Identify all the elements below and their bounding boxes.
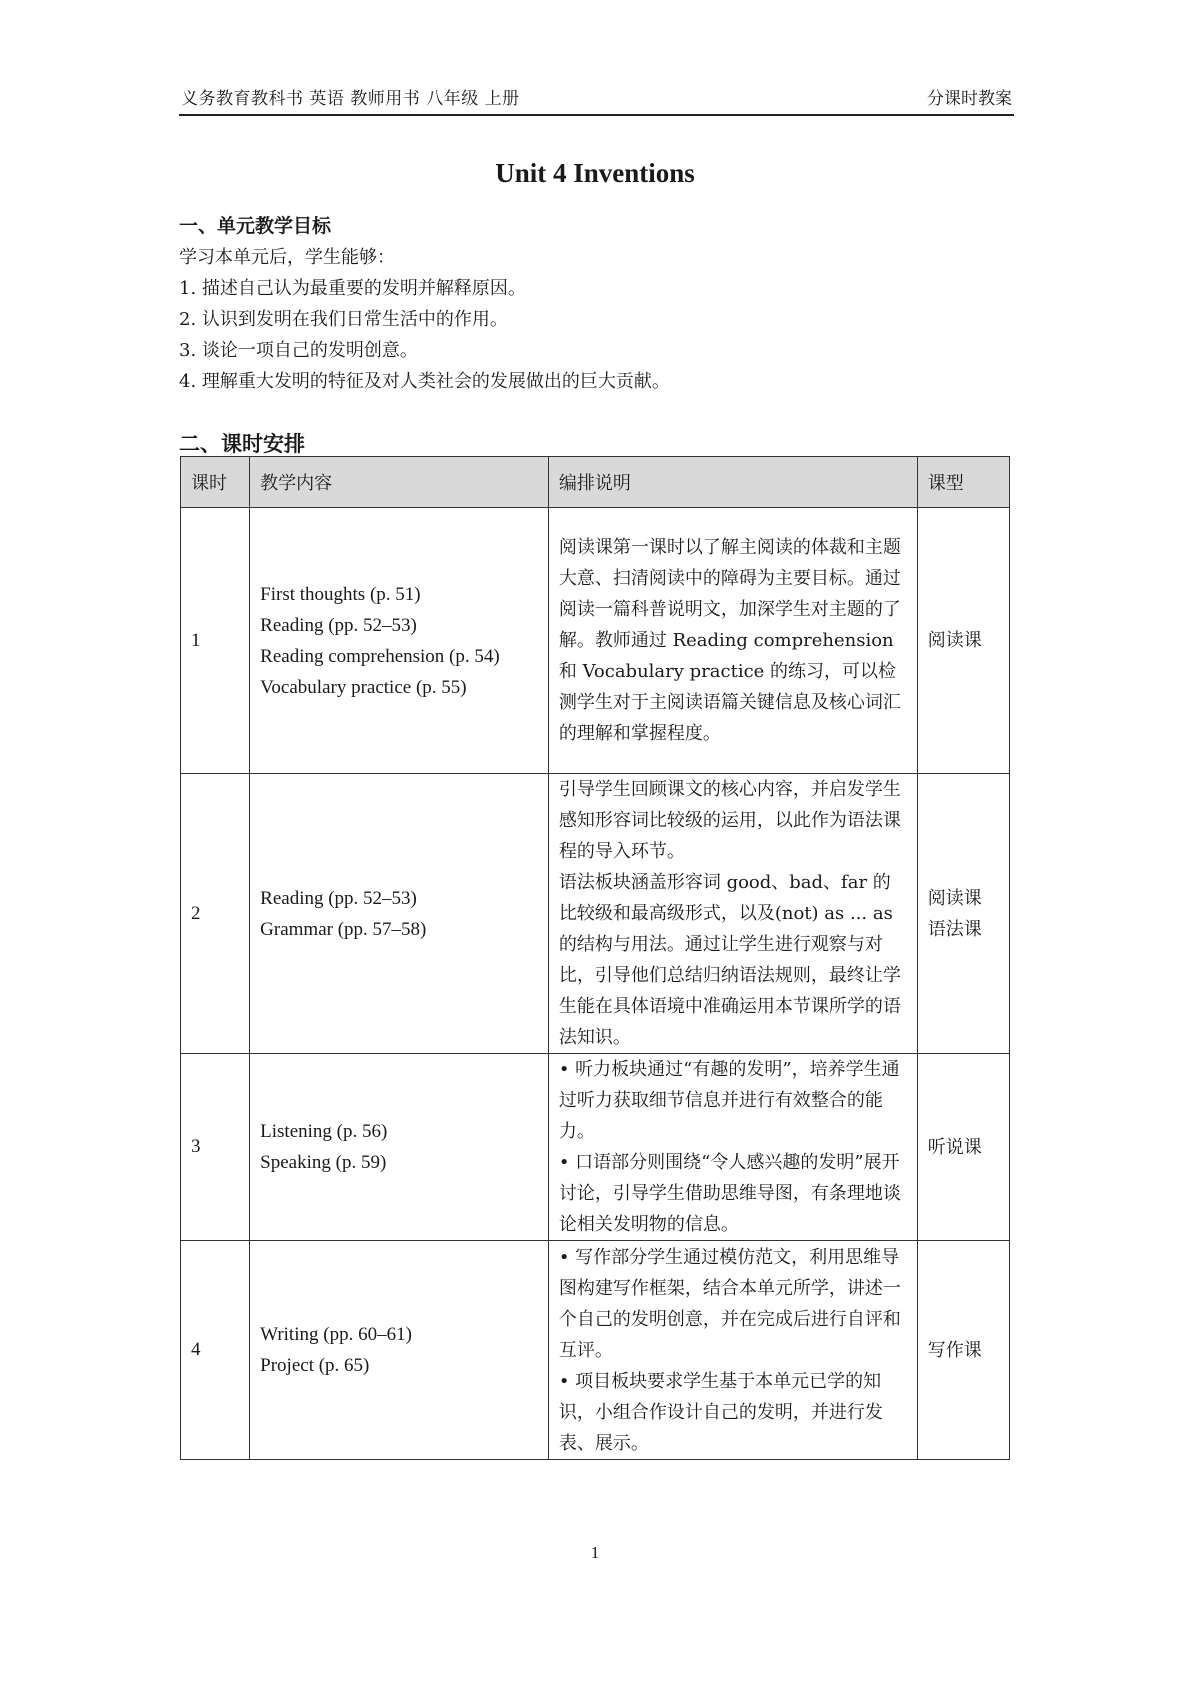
lesson-type [917, 508, 1009, 774]
lesson-type [917, 774, 1009, 1054]
lesson-type [917, 1241, 1009, 1460]
goal-item: 3. 谈论一项自己的发明创意。 [179, 340, 418, 361]
lesson-notes [548, 1241, 917, 1460]
header-section-label: 分课时教案 [927, 89, 1012, 109]
goal-item: 1. 描述自己认为最重要的发明并解释原因。 [179, 278, 526, 299]
lesson-number: 3 [181, 1054, 250, 1241]
column-header-type: 课型 [917, 457, 1009, 508]
goal-item: 4. 理解重大发明的特征及对人类社会的发展做出的巨大贡献。 [179, 371, 670, 392]
table-row [181, 1054, 1010, 1241]
unit-title: Unit 4 Inventions [495, 158, 695, 188]
column-header-notes: 编排说明 [548, 457, 917, 508]
type-label: 阅读课 [927, 630, 982, 651]
table-row [181, 774, 1010, 1054]
content-line: Writing (pp. 60–61) [260, 1324, 412, 1345]
lesson-content [250, 1054, 549, 1241]
content-line: Reading comprehension (p. 54) [260, 645, 500, 667]
lesson-content [250, 1241, 549, 1460]
type-label: 阅读课 [927, 887, 982, 909]
lesson-notes [548, 1054, 917, 1241]
lesson-content [250, 508, 549, 774]
content-line: Speaking (p. 59) [260, 1152, 387, 1173]
header-book-title: 义务教育教科书 英语 教师用书 八年级 上册 [181, 89, 520, 109]
content-line: Vocabulary practice (p. 55) [260, 676, 467, 698]
type-label: 听说课 [927, 1136, 982, 1158]
page-number: 1 [590, 1543, 600, 1562]
type-label: 语法课 [927, 918, 982, 940]
content-line: Grammar (pp. 57–58) [260, 918, 427, 940]
lesson-notes [548, 774, 917, 1054]
table-row [181, 1241, 1010, 1460]
section-heading-schedule: 二、课时安排 [179, 432, 305, 456]
notes-paragraph: • 项目板块要求学生基于本单元已学的知识，小组合作设计自己的发明，并进行发表、展示。 [558, 1370, 883, 1454]
lesson-content [250, 774, 549, 1054]
content-line: Reading (pp. 52–53) [260, 614, 417, 636]
lesson-number: 1 [181, 508, 250, 774]
table-header-row [181, 457, 1010, 508]
content-line: Reading (pp. 52–53) [260, 887, 417, 909]
page-header [179, 84, 1014, 116]
notes-paragraph: 阅读课第一课时以了解主阅读的体裁和主题大意、扫清阅读中的障碍为主要目标。通过阅读一篇科普说明文，加深学生对主题的了解。教师通过 Reading comprehension 和 Vocabulary practice 的练习，可以检测学生对于主阅读语篇关键信息及核心词汇的理解和掌握程度。 [558, 537, 901, 744]
column-header-lesson: 课时 [181, 457, 250, 508]
notes-paragraph: • 写作部分学生通过模仿范文，利用思维导图构建写作框架，结合本单元所学，讲述一个自己的发明创意，并在完成后进行自评和互评。 [558, 1246, 901, 1361]
lesson-number: 2 [181, 774, 250, 1054]
lesson-notes [548, 508, 917, 774]
lesson-type [917, 1054, 1009, 1241]
notes-paragraph: 引导学生回顾课文的核心内容，并启发学生感知形容词比较级的运用，以此作为语法课程的导入环节。 [558, 779, 901, 862]
lesson-schedule-table [180, 456, 1010, 1460]
notes-paragraph: 语法板块涵盖形容词 good、bad、far 的比较级和最高级形式，以及(not) as ... as 的结构与用法。通过让学生进行观察与对比，引导他们总结归纳语法规则，最终让学生能在具体语境中准确运用本节课所学的语法知识。 [558, 872, 901, 1048]
section-heading-goals: 一、单元教学目标 [179, 215, 332, 237]
content-line: First thoughts (p. 51) [260, 583, 421, 605]
goals-block [179, 242, 670, 397]
notes-paragraph: • 口语部分则围绕“令人感兴趣的发明”展开讨论，引导学生借助思维导图，有条理地谈论相关发明物的信息。 [558, 1152, 901, 1235]
content-line: Project (p. 65) [260, 1355, 370, 1376]
table-row [181, 508, 1010, 774]
column-header-content: 教学内容 [250, 457, 549, 508]
goals-intro: 学习本单元后，学生能够： [179, 247, 395, 268]
lesson-number: 4 [181, 1241, 250, 1460]
content-line: Listening (p. 56) [260, 1121, 388, 1142]
goal-item: 2. 认识到发明在我们日常生活中的作用。 [179, 309, 508, 330]
type-label: 写作课 [927, 1339, 982, 1361]
notes-paragraph: • 听力板块通过“有趣的发明”，培养学生通过听力获取细节信息并进行有效整合的能力。 [558, 1059, 900, 1142]
